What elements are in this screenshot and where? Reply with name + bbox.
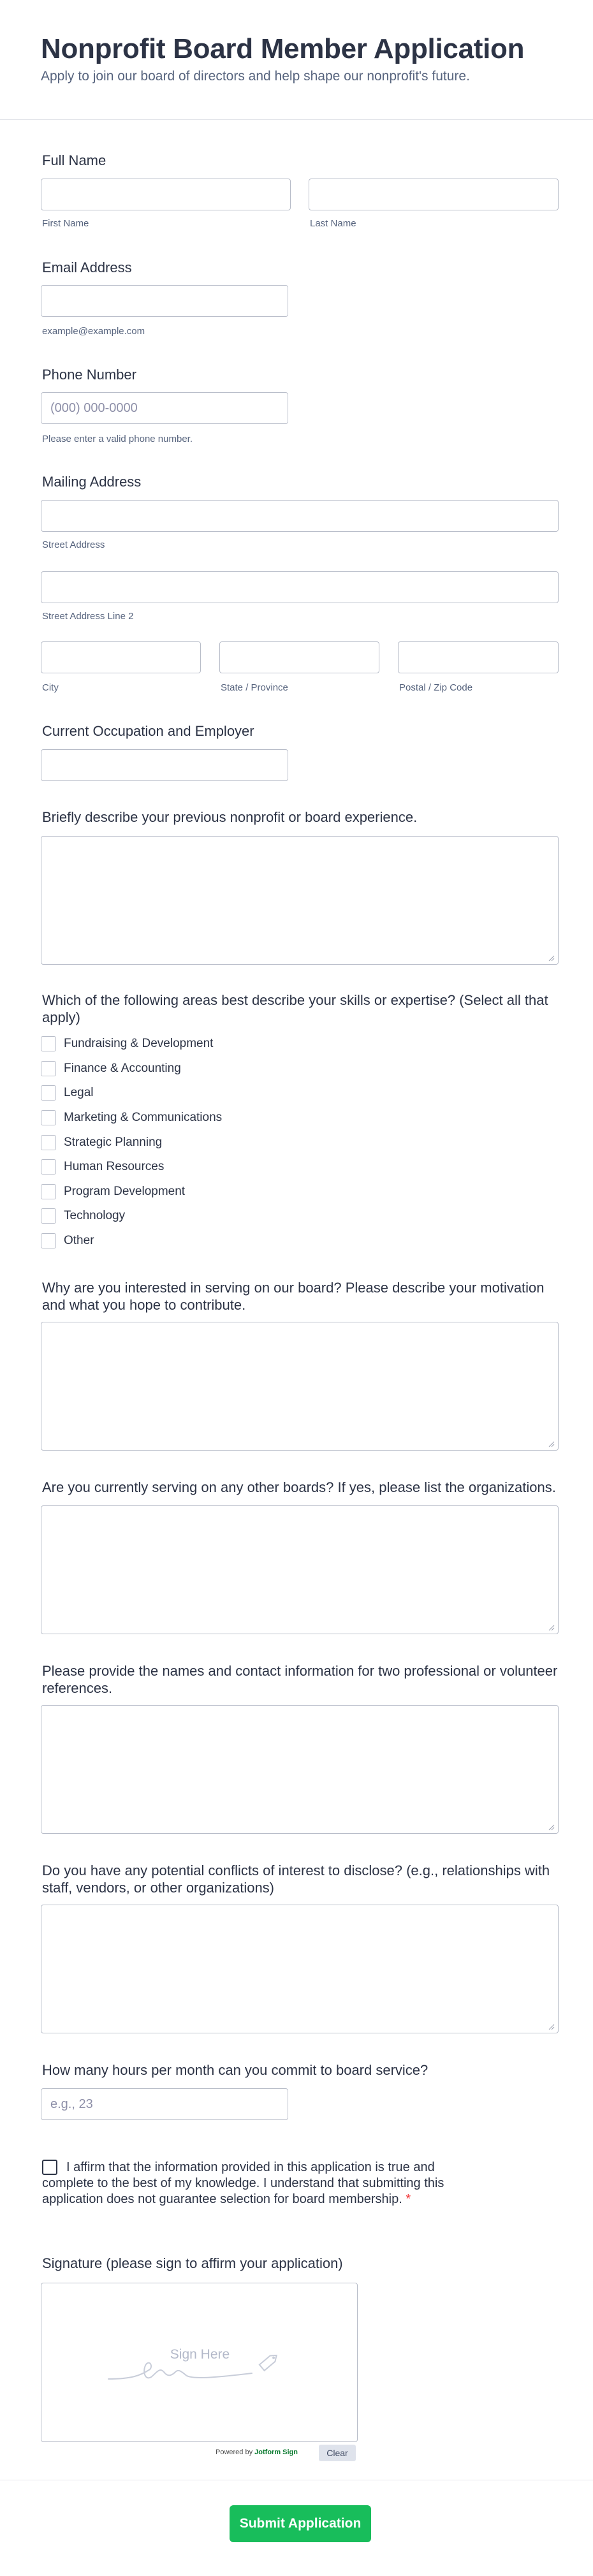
- skill-option-program-development[interactable]: Program Development: [41, 1183, 185, 1200]
- state-input[interactable]: [219, 641, 379, 673]
- skill-option-finance[interactable]: Finance & Accounting: [41, 1060, 181, 1077]
- zip-input[interactable]: [398, 641, 559, 673]
- checkbox-icon[interactable]: [41, 1036, 56, 1051]
- conflicts-textarea[interactable]: [41, 1905, 559, 2033]
- street-address-line2-sublabel: Street Address Line 2: [42, 611, 134, 622]
- street-address-input[interactable]: [41, 500, 559, 532]
- references-textarea[interactable]: [41, 1705, 559, 1834]
- email-label: Email Address: [42, 260, 132, 275]
- resize-grip-icon[interactable]: [547, 2023, 555, 2030]
- checkbox-icon[interactable]: [41, 1208, 56, 1224]
- conflicts-label: Do you have any potential conflicts of interest to disclose? (e.g., relationships with staff, vendors, or other organizations): [42, 1862, 550, 1896]
- checkbox-icon[interactable]: [41, 1159, 56, 1175]
- submit-button[interactable]: Submit Application: [230, 2505, 371, 2542]
- phone-label: Phone Number: [42, 367, 136, 383]
- required-star: *: [406, 2192, 411, 2206]
- other-boards-label: Are you currently serving on any other boards? If yes, please list the organizations.: [42, 1479, 556, 1495]
- city-input[interactable]: [41, 641, 201, 673]
- hours-label: How many hours per month can you commit to board service?: [42, 2062, 428, 2078]
- form-title: Nonprofit Board Member Application: [41, 33, 525, 64]
- affirm-text: I affirm that the information provided in this application is true and complete to the best of my knowledge. I understand that submitting this application does not guarantee selection for board membership. *: [42, 2160, 444, 2206]
- resize-grip-icon[interactable]: [547, 1823, 555, 1831]
- checkbox-icon[interactable]: [41, 1184, 56, 1199]
- address-label: Mailing Address: [42, 474, 142, 490]
- email-input[interactable]: [41, 285, 288, 317]
- checkbox-icon[interactable]: [41, 1110, 56, 1125]
- form-header: [0, 0, 593, 120]
- email-sublabel: example@example.com: [42, 326, 145, 337]
- phone-input[interactable]: [41, 392, 288, 424]
- last-name-sublabel: Last Name: [310, 218, 356, 229]
- sign-here-hint: Sign Here: [170, 2347, 230, 2362]
- skill-option-fundraising[interactable]: Fundraising & Development: [41, 1036, 213, 1052]
- city-sublabel: City: [42, 682, 59, 693]
- first-name-sublabel: First Name: [42, 218, 89, 229]
- jotform-sign-brand: Jotform Sign: [254, 2448, 298, 2456]
- last-name-input[interactable]: [309, 179, 559, 210]
- resize-grip-icon[interactable]: [547, 1440, 555, 1447]
- form-subtitle: Apply to join our board of directors and help shape our nonprofit's future.: [41, 69, 470, 84]
- checkbox-icon[interactable]: [41, 1135, 56, 1150]
- motivation-label: Why are you interested in serving on our board? Please describe your motivation and what you hope to contribute.: [42, 1280, 545, 1313]
- checkbox-icon[interactable]: [41, 1233, 56, 1248]
- zip-sublabel: Postal / Zip Code: [399, 682, 473, 693]
- signature-scribble-icon: [105, 2344, 290, 2389]
- skill-option-technology[interactable]: Technology: [41, 1208, 125, 1224]
- phone-sublabel: Please enter a valid phone number.: [42, 434, 193, 444]
- resize-grip-icon[interactable]: [547, 954, 555, 962]
- occupation-input[interactable]: [41, 749, 288, 781]
- experience-textarea[interactable]: [41, 836, 559, 965]
- street-address-line2-input[interactable]: [41, 571, 559, 603]
- signature-pad[interactable]: [41, 2283, 358, 2442]
- skill-option-legal[interactable]: Legal: [41, 1085, 94, 1101]
- checkbox-icon[interactable]: [41, 1061, 56, 1076]
- clear-signature-button[interactable]: Clear: [319, 2445, 356, 2461]
- skill-option-other[interactable]: Other: [41, 1233, 94, 1249]
- skill-option-human-resources[interactable]: Human Resources: [41, 1159, 164, 1175]
- skill-option-strategic-planning[interactable]: Strategic Planning: [41, 1134, 162, 1151]
- full-name-label: Full Name: [42, 152, 106, 168]
- skill-option-marketing[interactable]: Marketing & Communications: [41, 1109, 222, 1126]
- experience-label: Briefly describe your previous nonprofit or board experience.: [42, 809, 418, 825]
- skills-label: Which of the following areas best describe your skills or expertise? (Select all that apply): [42, 992, 548, 1025]
- first-name-input[interactable]: [41, 179, 291, 210]
- signature-label: Signature (please sign to affirm your application): [42, 2255, 343, 2271]
- resize-grip-icon[interactable]: [547, 1623, 555, 1631]
- motivation-textarea[interactable]: [41, 1322, 559, 1451]
- powered-by: Powered by Jotform Sign: [216, 2448, 298, 2456]
- other-boards-textarea[interactable]: [41, 1505, 559, 1634]
- references-label: Please provide the names and contact information for two professional or volunteer references.: [42, 1663, 558, 1696]
- state-sublabel: State / Province: [221, 682, 288, 693]
- checkbox-icon[interactable]: [41, 1085, 56, 1101]
- street-address-sublabel: Street Address: [42, 539, 105, 550]
- hours-input[interactable]: [41, 2088, 288, 2120]
- occupation-label: Current Occupation and Employer: [42, 723, 254, 739]
